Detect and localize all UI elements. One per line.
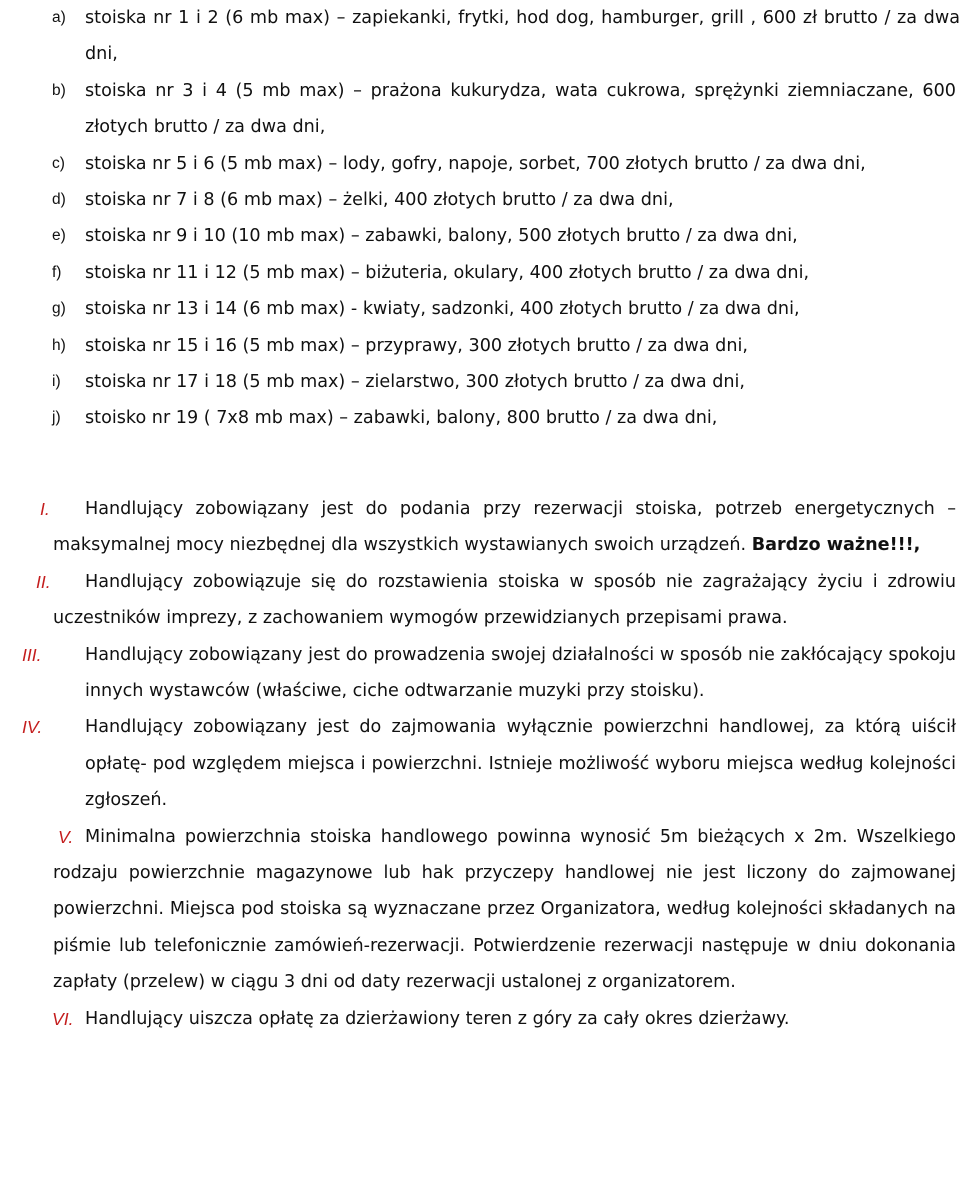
item-text: stoiska nr 7 i 8 (6 mb max) – żelki, 400 złotych brutto / za dwa dni, — [85, 190, 674, 211]
item-marker: e) — [52, 227, 66, 245]
item-text: stoiska nr 5 i 6 (5 mb max) – lody, gofry, napoje, sorbet, 700 złotych brutto / za dwa dni, — [85, 153, 866, 174]
item-text: stoiska nr 3 i 4 (5 mb max) – prażona kukurydza, wata cukrowa, sprężynki ziemniaczane, 600 złotych brutto / za dwa dni, — [85, 80, 956, 138]
emphasis-tail: !!!, — [889, 535, 921, 556]
rule-section — [0, 1001, 960, 1037]
trader-rules — [0, 491, 960, 1037]
list-item — [0, 328, 960, 364]
item-marker: f) — [52, 263, 62, 281]
item-text: stoiska nr 17 i 18 (5 mb max) – zielarstwo, 300 złotych brutto / za dwa dni, — [85, 372, 745, 393]
item-text: stoiska nr 9 i 10 (10 mb max) – zabawki, balony, 500 złotych brutto / za dwa dni, — [85, 226, 798, 247]
rule-section — [0, 637, 960, 710]
item-text: stoiska nr 15 i 16 (5 mb max) – przyprawy, 300 złotych brutto / za dwa dni, — [85, 335, 748, 356]
list-item — [0, 364, 960, 400]
item-text: stoisko nr 19 ( 7x8 mb max) – zabawki, balony, 800 brutto / za dwa dni, — [85, 408, 718, 429]
rule-section — [0, 564, 960, 637]
section-numeral: V. — [58, 826, 74, 847]
list-item — [0, 73, 960, 146]
rule-section — [0, 491, 960, 564]
section-text: Handlujący zobowiązany jest do zajmowania wyłącznie powierzchni handlowej, za którą uiścił opłatę- pod względem miejsca i powierzchni. Istnieje możliwość wyboru miejsca według kolejności zgłoszeń. — [85, 717, 956, 811]
section-numeral: III. — [22, 644, 42, 665]
section-numeral: VI. — [52, 1008, 74, 1029]
list-item — [0, 255, 960, 291]
stall-price-list — [0, 0, 960, 437]
rule-section — [0, 819, 960, 1001]
item-marker: d) — [52, 191, 66, 209]
list-item — [0, 182, 960, 218]
item-marker: j) — [52, 409, 61, 427]
item-marker: c) — [52, 154, 65, 172]
item-text: stoiska nr 11 i 12 (5 mb max) – biżuteria, okulary, 400 złotych brutto / za dwa dni, — [85, 262, 810, 283]
item-marker: a) — [52, 9, 66, 26]
list-item — [0, 0, 960, 73]
list-item — [0, 218, 960, 254]
item-marker: b) — [52, 81, 66, 99]
item-text: stoiska nr 1 i 2 (6 mb max) – zapiekanki, frytki, hod dog, hamburger, grill , 600 zł brutto / za dwa dni, — [85, 8, 960, 65]
section-numeral: I. — [40, 499, 50, 519]
item-marker: g) — [52, 300, 66, 318]
section-text: Handlujący zobowiązuje się do rozstawienia stoiska w sposób nie zagrażający życiu i zdrowiu uczestników imprezy, z zachowaniem wymogów przewidzianych przepisami prawa. — [53, 571, 956, 629]
rule-section — [0, 709, 960, 818]
section-numeral: IV. — [22, 717, 43, 738]
section-text: Handlujący zobowiązany jest do prowadzenia swojej działalności w sposób nie zakłócający spokoju innych wystawców (właściwe, ciche odtwarzanie muzyki przy stoisku). — [85, 644, 956, 702]
section-text: Minimalna powierzchnia stoiska handlowego powinna wynosić 5m bieżących x 2m. Wszelkiego rodzaju powierzchnie magazynowe lub hak przyczepy handlowej nie jest liczony do zajmowanej powierzchni. Miejsca pod stoiska są wyznaczane przez Organizatora, według kolejności składanych na piśmie lub telefonicznie zamówień-rezerwacji. Potwierdzenie rezerwacji następuje w dniu dokonania zapłaty (przelew) w ciągu 3 dni od daty rezerwacji ustalonej z organizatorem. — [53, 826, 956, 993]
item-marker: i) — [52, 373, 61, 391]
item-text: stoiska nr 13 i 14 (6 mb max) - kwiaty, sadzonki, 400 złotych brutto / za dwa dni, — [85, 299, 800, 320]
item-marker: h) — [52, 336, 66, 354]
section-text: Handlujący uiszcza opłatę za dzierżawiony teren z góry za cały okres dzierżawy. — [85, 1008, 790, 1029]
list-item — [0, 400, 960, 436]
section-text: Handlujący zobowiązany jest do podania przy rezerwacji stoiska, potrzeb energetycznych – maksymalnej mocy niezbędnej dla wszystkich wystawianych swoich urządzeń. — [53, 499, 956, 556]
list-item — [0, 146, 960, 182]
emphasis-text: Bardzo ważne — [751, 535, 890, 556]
list-item — [0, 291, 960, 327]
section-numeral: II. — [36, 571, 51, 592]
